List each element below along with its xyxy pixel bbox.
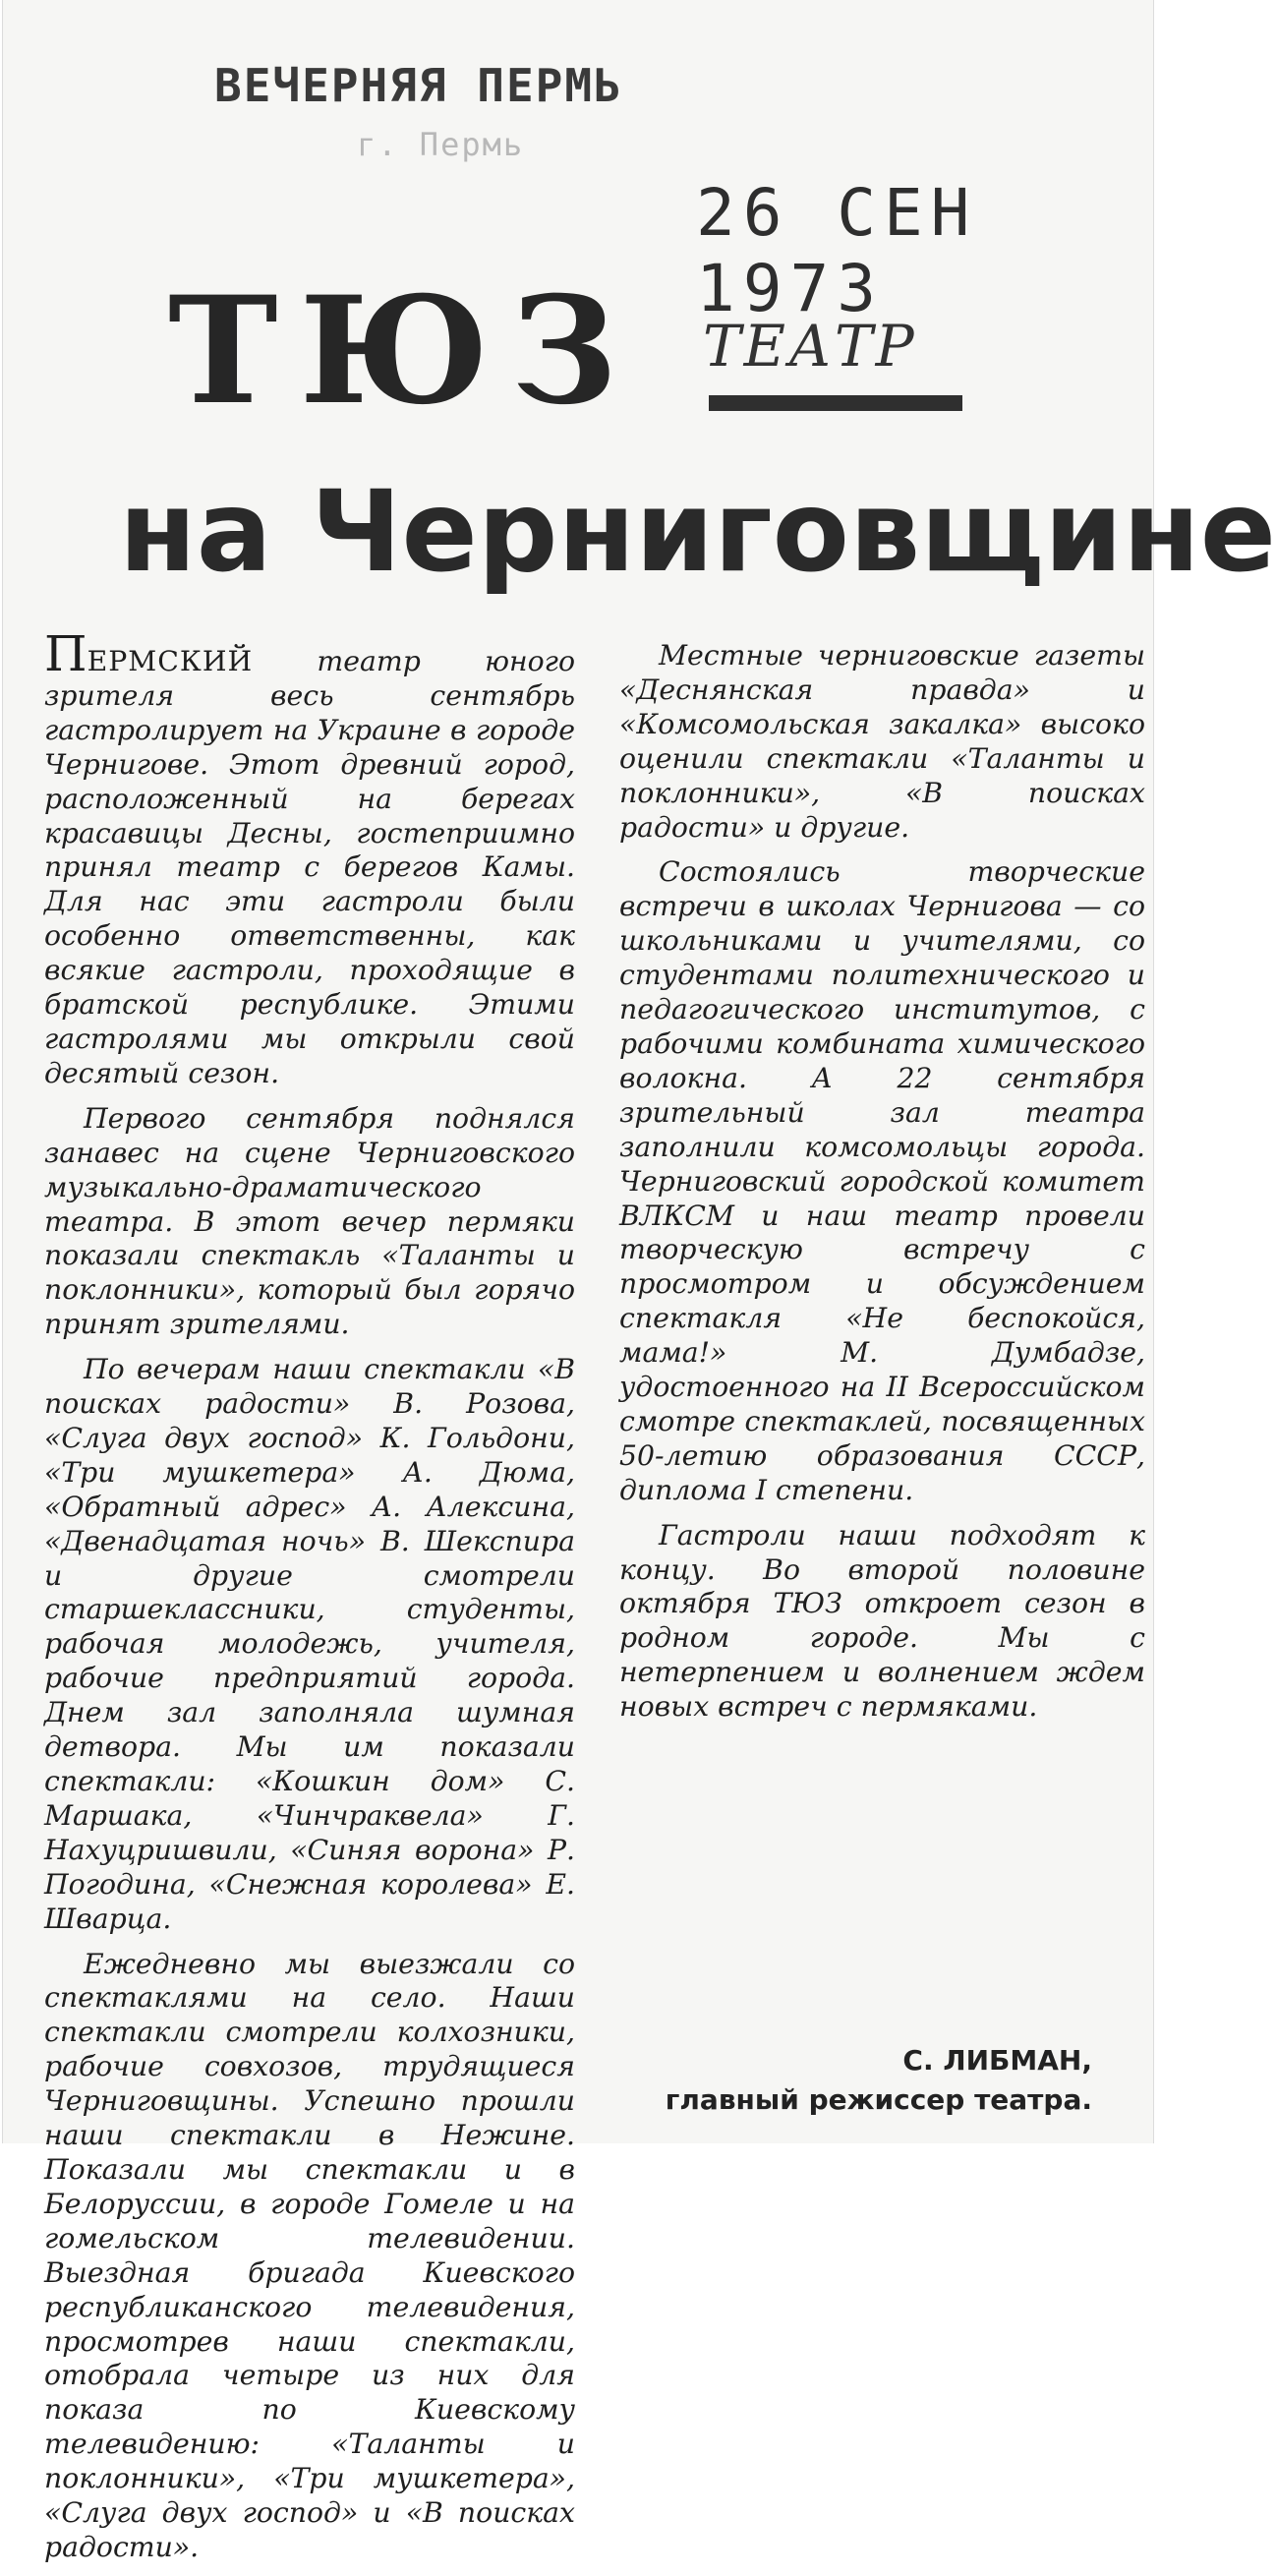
- signature-role: главный режиссер театра.: [665, 2083, 1092, 2116]
- rubric-underline: [709, 395, 962, 411]
- article-column-left: [44, 625, 575, 2576]
- drop-cap: П: [44, 625, 87, 682]
- article-paragraph: Гастроли наши подходят к концу. Во второй половине октября ТЮЗ откроет сезон в родном городе. Мы с нетерпением и волнением ждем новых встреч с пермяками.: [619, 1518, 1145, 1724]
- lead-caps: ЕРМСКИЙ: [87, 645, 254, 677]
- headline-line-1: ТЮЗ: [168, 264, 639, 438]
- stamp-city: г. Пермь: [357, 126, 525, 163]
- stamp-newspaper-name: ВЕЧЕРНЯЯ ПЕРМЬ: [214, 59, 623, 112]
- article-paragraph: Состоялись творческие встречи в школах Чернигова — со школьниками и учителями, со студентами политехнического и педагогического институтов, с рабочими комбината химического волокна. А 22 сентября зрительный зал театра заполнили комсомольцы города. Черниговский городской комитет ВЛКСМ и наш театр провели творческую встречу с просмотром и обсуждением спектакля «Не беспокойся, мама!» М. Думбадзе, удостоенного на II Всероссийском смотре спектаклей, посвященных 50-летию образования СССР, диплома I степени.: [619, 855, 1145, 1506]
- article-paragraph: Первого сентября поднялся занавес на сцене Черниговского музыкально-драматического театра. В этот вечер пермяки показали спектакль «Таланты и поклонники», который был горячо принят зрителями.: [44, 1101, 575, 1341]
- article-paragraph: По вечерам наши спектакли «В поисках радости» В. Розова, «Слуга двух господ» К. Гольдони, «Три мушкетера» А. Дюма, «Обратный адрес» А. Алексина, «Двенадцатая ночь» В. Шекспира и другие смотрели старшеклассники, студенты, рабочая молодежь, учителя, рабочие предприятий города. Днем зал заполняла шумная детвора. Мы им показали спектакли: «Кошкин дом» С. Маршака, «Чинчраквела» Г. Нахуцришвили, «Синяя ворона» Р. Погодина, «Снежная королева» Е. Шварца.: [44, 1353, 575, 1935]
- rubric-label: ТЕАТР: [703, 313, 917, 380]
- article-paragraph-lead: [44, 625, 575, 1091]
- signature-block: [666, 2041, 1092, 2120]
- lead-text: театр юного зрителя весь сентябрь гастролирует на Украине в городе Чернигове. Этот древний город, расположенный на берегах красавицы Десны, гостеприимно принял театр с берегов Камы. Для нас эти гастроли были особенно ответственны, как всякие гастроли, проходящие в братской республике. Этими гастролями мы открыли свой десятый сезон.: [44, 645, 575, 1089]
- article-paragraph: Ежедневно мы выезжали со спектаклями на село. Наши спектакли смотрели колхозники, рабочие совхозов, трудящиеся Черниговщины. Успешно прошли наши спектакли в Нежине. Показали мы спектакли и в Белоруссии, в городе Гомеле и на гомельском телевидении. Выездная бригада Киевского республиканского телевидения, просмотрев наши спектакли, отобрала четыре из них для показа по Киевскому телевидению: «Таланты и поклонники», «Три мушкетера», «Слуга двух господ» и «В поисках радости».: [44, 1947, 575, 2563]
- signature-author: С. ЛИБМАН,: [902, 2044, 1092, 2077]
- stamp-date: 26 СЕН 1973: [696, 175, 978, 326]
- article-paragraph: Местные черниговские газеты «Деснянская правда» и «Комсомольская закалка» высоко оценили спектакли «Таланты и поклонники», «В поисках радости» и другие.: [619, 639, 1145, 844]
- article-column-right: [619, 639, 1145, 1735]
- newspaper-clipping: [2, 0, 1276, 2563]
- headline-line-2: на Черниговщине: [119, 466, 1276, 597]
